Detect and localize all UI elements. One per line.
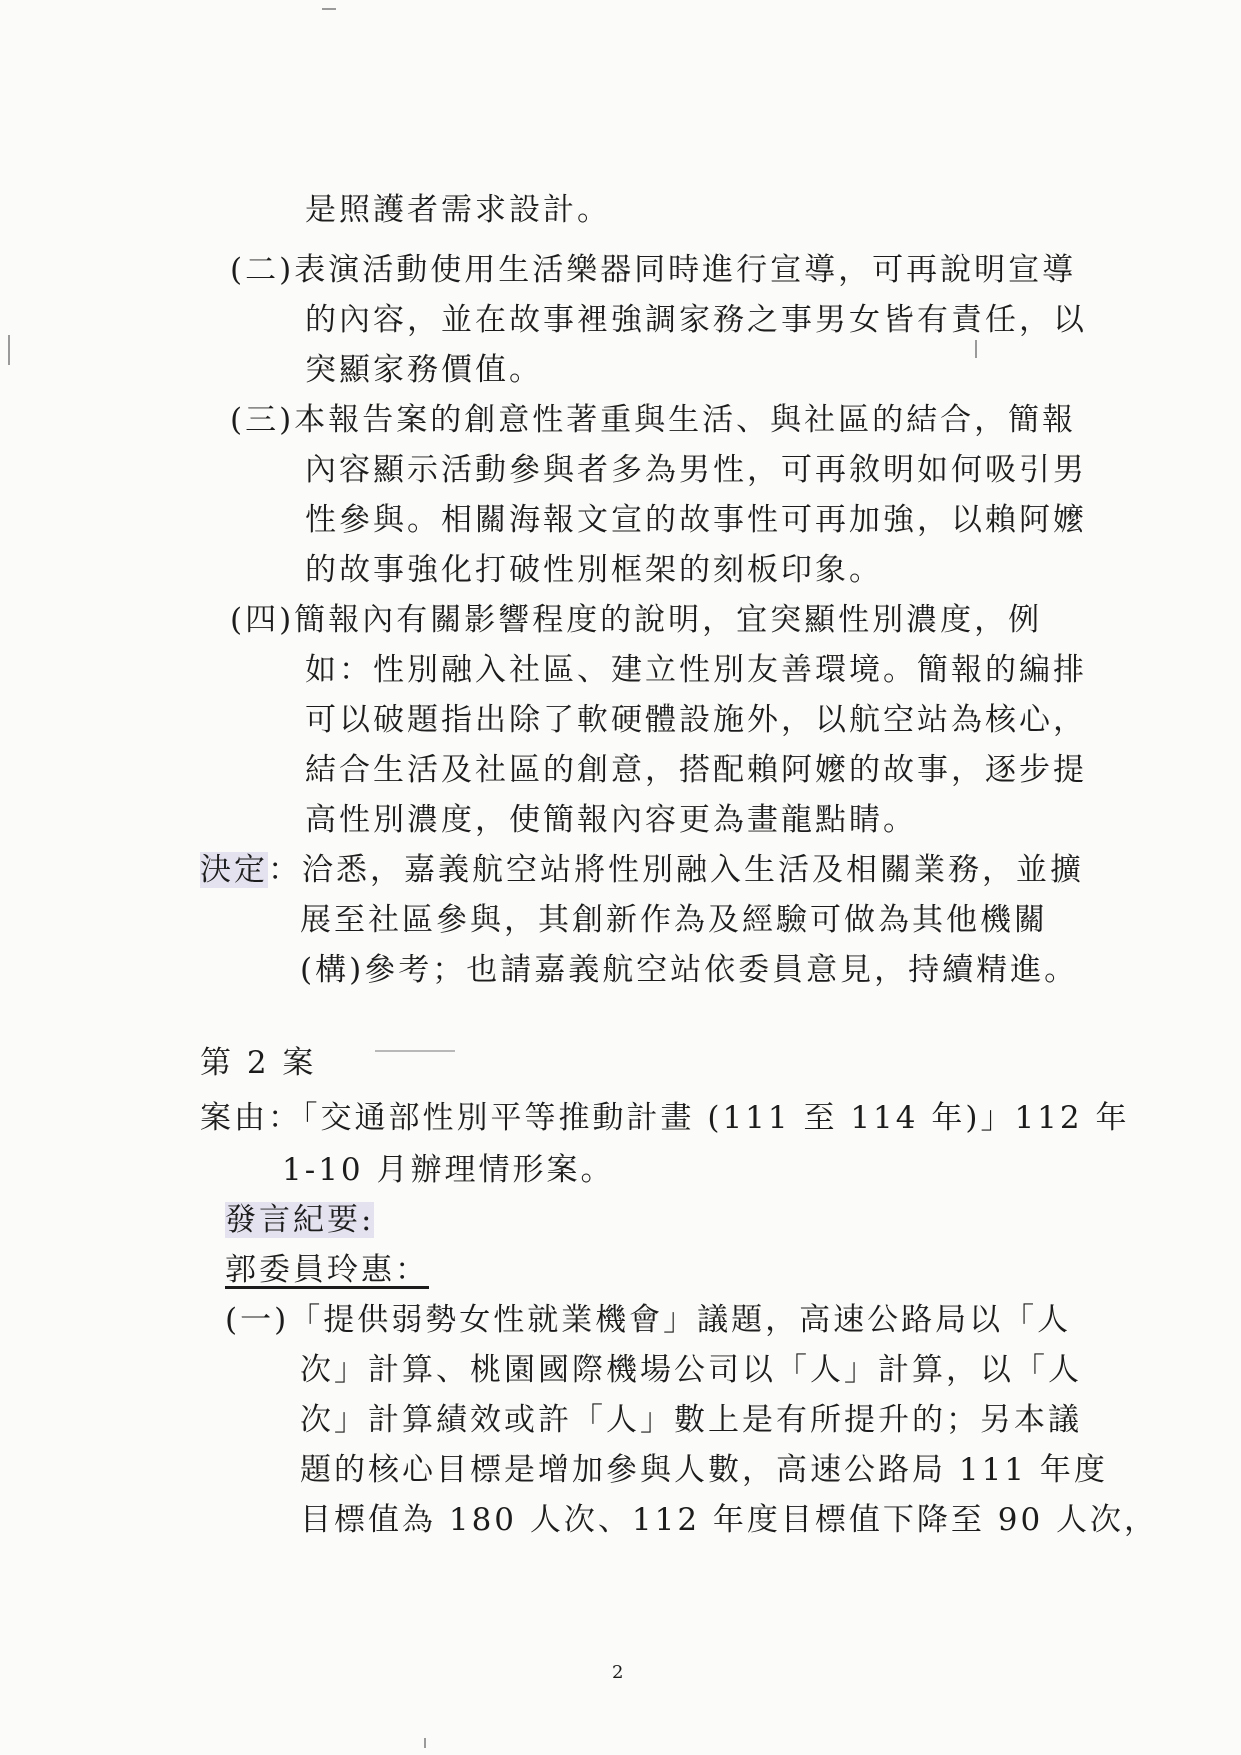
scan-mark [424, 1738, 426, 1748]
text-line: 是照護者需求設計。 [305, 192, 611, 228]
decision-text: ：洽悉，嘉義航空站將性別融入生活及相關業務，並擴 [268, 852, 1084, 888]
case-title: 第 2 案 [200, 1045, 317, 1081]
text-line: 的故事強化打破性別框架的刻板印象。 [305, 552, 883, 588]
scan-mark [375, 1050, 455, 1052]
scan-mark [322, 8, 336, 10]
decision-label: 決定 [200, 852, 268, 888]
text-line: 可以破題指出除了軟硬體設施外，以航空站為核心， [305, 702, 1087, 738]
text-line: 展至社區參與，其創新作為及經驗可做為其他機關 [300, 902, 1048, 938]
case-reason: 案由：「交通部性別平等推動計畫 (111 至 114 年)」112 年 [200, 1100, 1130, 1136]
text-line: 結合生活及社區的創意，搭配賴阿嬤的故事，逐步提 [305, 752, 1087, 788]
speech-heading: 發言紀要: [225, 1202, 375, 1238]
text-line: 的內容，並在故事裡強調家務之事男女皆有責任，以 [305, 302, 1087, 338]
case-reason-cont: 1-10 月辦理情形案。 [282, 1152, 615, 1188]
text-line: (構)參考；也請嘉義航空站依委員意見，持續精進。 [300, 952, 1079, 988]
page-number: 2 [612, 1662, 624, 1683]
text-line: 突顯家務價值。 [305, 352, 543, 388]
text-line: 次」計算、桃園國際機場公司以「人」計算，以「人 [300, 1352, 1082, 1388]
text-line: 內容顯示活動參與者多為男性，可再敘明如何吸引男 [305, 452, 1087, 488]
decision-line [200, 850, 1084, 890]
text-line: 性參與。相關海報文宣的故事性可再加強，以賴阿嬤 [305, 502, 1087, 538]
speaker-name: 郭委員玲惠： [225, 1252, 429, 1288]
text-line: 高性別濃度，使簡報內容更為畫龍點睛。 [305, 802, 917, 838]
text-line: (四)簡報內有關影響程度的說明，宜突顯性別濃度，例 [230, 602, 1043, 638]
scan-mark [975, 340, 977, 358]
text-line: 次」計算績效或許「人」數上是有所提升的；另本議 [300, 1402, 1082, 1438]
text-line: (一)「提供弱勢女性就業機會」議題，高速公路局以「人 [225, 1302, 1072, 1338]
text-line: (三)本報告案的創意性著重與生活、與社區的結合，簡報 [230, 402, 1077, 438]
text-line: 題的核心目標是增加參與人數，高速公路局 111 年度 [300, 1452, 1108, 1488]
text-line: (二)表演活動使用生活樂器同時進行宣導，可再說明宣導 [230, 252, 1077, 288]
text-line: 如：性別融入社區、建立性別友善環境。簡報的編排 [305, 652, 1087, 688]
text-line: 目標值為 180 人次、112 年度目標值下降至 90 人次， [300, 1502, 1159, 1538]
scan-mark [8, 335, 10, 365]
